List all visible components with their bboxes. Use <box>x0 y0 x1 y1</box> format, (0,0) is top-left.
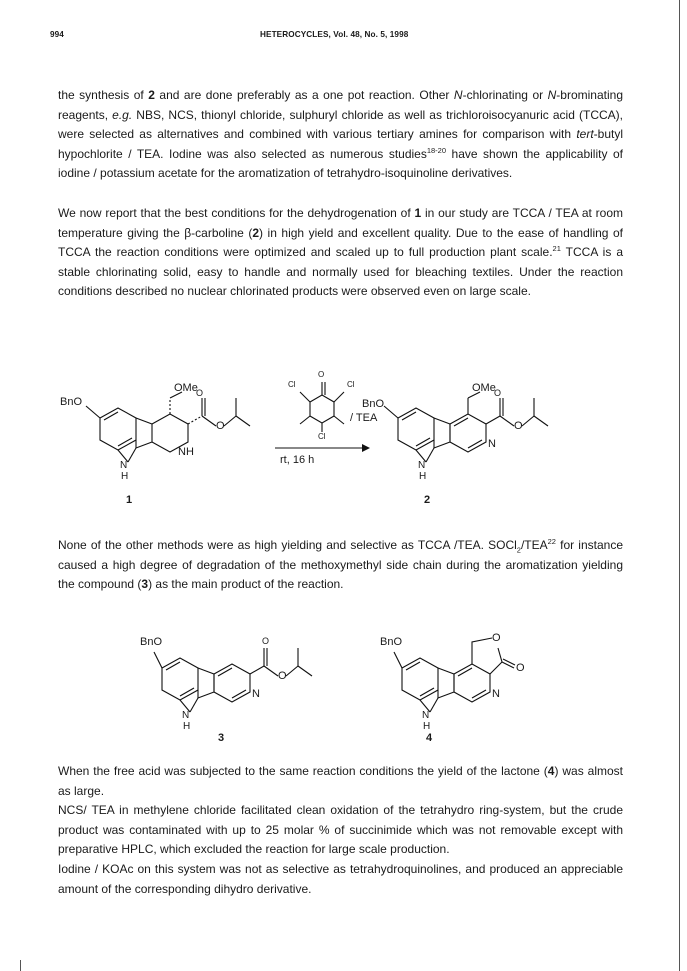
ester-o-label: O <box>216 420 225 432</box>
text-run: ) as the main product of the reaction. <box>148 577 344 592</box>
compound-2-label: 2 <box>424 494 431 506</box>
reference-superscript: 22 <box>547 537 556 546</box>
italic-run: N <box>453 88 463 102</box>
indole-h-label: H <box>423 721 431 732</box>
benzene-ring-2 <box>398 408 434 450</box>
text-run: -chlorinating or <box>462 88 548 102</box>
page-edge-mark <box>20 960 21 971</box>
reagent-tea: / TEA <box>350 412 378 424</box>
nh-label: NH <box>178 446 194 458</box>
paragraph-free-acid <box>58 762 623 801</box>
text-run: the synthesis of <box>58 88 149 102</box>
text-run: TCCA is a stable chlorinating solid, easy to handle and normally used for bleaching textiles. Under the reaction conditions described no nuclear chlorinated products were observed even on large scale. <box>58 245 623 299</box>
reaction-scheme-1 <box>60 368 640 518</box>
paragraph-reagents <box>58 86 623 184</box>
benzene-ring-1 <box>100 408 136 450</box>
indole-h-label: H <box>419 471 427 482</box>
carbonyl-o-label: O <box>494 388 502 398</box>
ome-label: OMe <box>174 382 198 394</box>
paragraph-ncs-tea: NCS/ TEA in methylene chloride facilitated clean oxidation of the tetrahydro ring-system, but the crude product was contaminated with up to 25 molar % of succinimide which was not removable except with preparative HPLC, which excluded the reaction for large scale production. <box>58 803 623 857</box>
bno-label: BnO <box>60 396 83 408</box>
cl-label: Cl <box>318 432 326 441</box>
text-run: /TEA <box>520 538 548 552</box>
running-header <box>50 30 627 44</box>
text-run: ) was almost as large. <box>58 764 623 798</box>
italic-run: e.g. <box>112 107 133 122</box>
ester-o-label: O <box>278 670 287 682</box>
journal-citation: HETEROCYCLES, Vol. 48, No. 5, 1998 <box>260 30 409 39</box>
bno-label: BnO <box>380 636 403 648</box>
structure-scheme-2 <box>140 628 560 748</box>
ester-o-label: O <box>514 420 523 432</box>
indole-n-label: N <box>418 460 426 471</box>
paragraph-iodine-koac: Iodine / KOAc on this system was not as selective as tetrahydroquinolines, and produced an appreciable amount of the corresponding dihydro derivative. <box>58 862 623 896</box>
reaction-conditions: rt, 16 h <box>280 454 315 466</box>
cl-label: Cl <box>347 380 355 389</box>
italic-run: tert <box>576 127 594 142</box>
reference-superscript: 18-20 <box>426 145 447 155</box>
ome-label: OMe <box>472 382 496 394</box>
bno-label: BnO <box>140 636 163 648</box>
text-run: have shown the applicability of iodine / potassium acetate for the aromatization of tetrahydro-isoquinoline derivatives. <box>58 146 623 181</box>
text-run: in our study are TCCA / TEA at room temperature giving the β-carboline ( <box>58 206 623 240</box>
compound-ref: 2 <box>252 225 260 240</box>
tcca-o-label: O <box>318 370 325 379</box>
page-number: 994 <box>50 30 64 39</box>
subscript: 2 <box>516 545 521 555</box>
compound-ref: 2 <box>148 88 155 102</box>
arrow-head <box>362 444 370 452</box>
compound-ref: 4 <box>547 764 555 778</box>
text-run: -butyl hypochlorite / TEA. Iodine was also selected as numerous studies <box>58 127 623 161</box>
paragraph-best-conditions <box>58 204 623 302</box>
text-run: ) in high yield and excellent quality. Due to the ease of handling of TCCA the reaction conditions were optimized and scaled up to full production plant scale. <box>58 225 623 260</box>
text-run: and are done preferably as a one pot reaction. Other <box>154 88 454 102</box>
reference-superscript: 21 <box>552 244 561 254</box>
indole-h-label: H <box>121 471 129 482</box>
text-run: NBS, NCS, thionyl chloride, sulphuryl chloride as well as trichloroisocyanuric acid (TCCA), were selected as alternatives and combined with various tertiary amines for comparison with <box>58 107 623 142</box>
indole-n-label: N <box>120 460 128 471</box>
pyridine-n-label: N <box>492 688 500 700</box>
text-run: for instance caused a high degree of degradation of the methoxymethyl side chain during the aromatization yielding the compound ( <box>58 538 623 592</box>
text-run: When the free acid was subjected to the same reaction conditions the yield of the lactone ( <box>58 764 548 778</box>
cl-label: Cl <box>288 380 296 389</box>
pyridine-n-label: N <box>252 688 260 700</box>
compound-3-label: 3 <box>218 732 225 744</box>
text-run: We now report that the best conditions for the dehydrogenation of <box>58 206 415 220</box>
compound-ref: 1 <box>414 206 422 220</box>
italic-run: N <box>547 88 557 102</box>
compound-4-label: 4 <box>426 732 433 744</box>
bno-label: BnO <box>362 398 385 410</box>
compound-ref: 3 <box>141 577 149 592</box>
lactone-carbonyl-o-label: O <box>516 662 525 674</box>
indole-n-label: N <box>182 710 190 721</box>
tcca-ring <box>310 395 334 423</box>
page-edge-line <box>679 0 680 971</box>
text-run: -brominating reagents, <box>58 88 623 122</box>
text-run: None of the other methods were as high yielding and selective as TCCA /TEA. SOCl <box>58 538 517 552</box>
pyridine-n-label: N <box>488 438 496 450</box>
compound-1-label: 1 <box>126 494 133 506</box>
indole-n-label: N <box>422 710 430 721</box>
indole-h-label: H <box>183 721 191 732</box>
carbonyl-o-label: O <box>262 636 270 646</box>
lactone-o-label: O <box>492 632 501 644</box>
carbonyl-o-label: O <box>196 388 204 398</box>
paragraph-other-methods <box>58 536 623 595</box>
scheme-1-drawing <box>60 368 640 518</box>
